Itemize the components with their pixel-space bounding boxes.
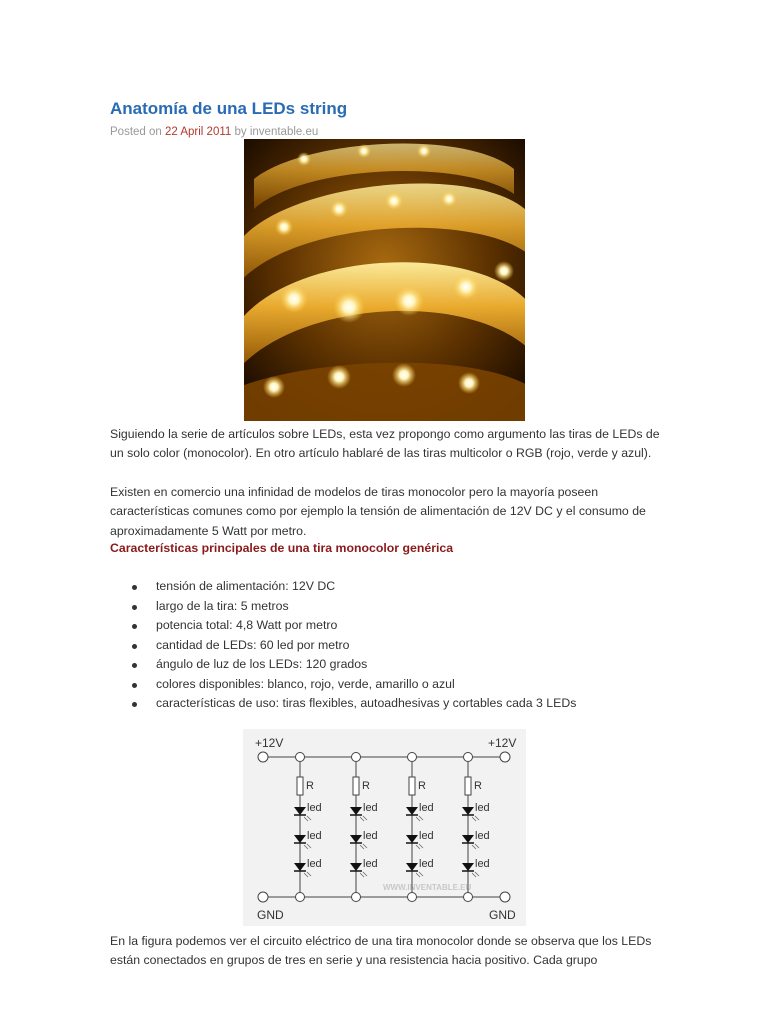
led-diode: [462, 807, 474, 815]
post-title[interactable]: Anatomía de una LEDs string: [110, 99, 348, 118]
led-group: [462, 753, 490, 902]
led-label: led: [475, 802, 490, 814]
led-diode: [294, 807, 306, 815]
intro-paragraph-2: Existen en comercio una infinidad de modelos de tiras monocolor pero la mayoría poseen características comunes como por ejemplo la tensión de alimentación de 12V DC y el consumo de aproximadamente 5 Watt por metro.: [110, 485, 646, 538]
junction-node: [408, 893, 417, 902]
led-diode: [406, 863, 418, 871]
terminal-node: [500, 752, 510, 762]
resistor: [297, 777, 303, 795]
junction-node: [408, 753, 417, 762]
feature-text: tensión de alimentación: 12V DC: [156, 579, 336, 593]
top-left-label: +12V: [255, 736, 284, 750]
post-meta: [110, 126, 318, 138]
led-group: [406, 753, 434, 902]
resistor: [353, 777, 359, 795]
junction-node: [296, 753, 305, 762]
bullet-icon: [132, 644, 137, 649]
junction-node: [352, 753, 361, 762]
intro-paragraph-1: Siguiendo la serie de artículos sobre LEDs, esta vez propongo como argumento las tiras de LEDs de un solo color (monocolor). En otro artículo hablaré de las tiras multicolor o RGB (rojo, verde y azul).: [110, 427, 660, 461]
terminal-node: [500, 892, 510, 902]
led-diode: [350, 863, 362, 871]
list-item: [110, 616, 665, 636]
feature-text: largo de la tira: 5 metros: [156, 598, 289, 613]
led-diode: [406, 835, 418, 843]
bullet-icon: [132, 683, 137, 688]
led-group: [350, 753, 378, 902]
bottom-right-label: GND: [489, 908, 516, 922]
resistor: [409, 777, 415, 795]
junction-node: [352, 893, 361, 902]
circuit-diagram: [243, 729, 526, 926]
led-label: led: [419, 802, 434, 814]
junction-node: [296, 893, 305, 902]
list-item: [110, 577, 665, 597]
list-item: [110, 694, 665, 714]
body-paragraph: En la figura podemos ver el circuito eléctrico de una tira monocolor donde se observa que los LEDs están conectados en grupos de tres en serie y una resistencia hacia positivo. Cada grupo: [110, 934, 652, 968]
list-item: [110, 655, 665, 675]
led-diode: [294, 863, 306, 871]
led-label: led: [363, 802, 378, 814]
resistor-label: R: [306, 780, 314, 792]
post-date-link[interactable]: 22 April 2011: [165, 126, 232, 138]
feature-text: colores disponibles: blanco, rojo, verde, amarillo o azul: [156, 676, 455, 691]
led-diode: [294, 835, 306, 843]
bullet-icon: [132, 702, 137, 707]
led-diode: [406, 807, 418, 815]
resistor-label: R: [474, 780, 482, 792]
led-label: led: [475, 830, 490, 842]
led-group: [294, 753, 322, 902]
led-label: led: [475, 858, 490, 870]
resistor-label: R: [418, 780, 426, 792]
by-label: by: [234, 126, 247, 138]
author-link[interactable]: inventable.eu: [249, 126, 319, 138]
bullet-icon: [132, 605, 137, 610]
resistor-label: R: [362, 780, 370, 792]
resistor: [465, 777, 471, 795]
posted-on-label: Posted on: [110, 126, 162, 138]
feature-text: ángulo de luz de los LEDs: 120 grados: [156, 657, 368, 671]
bottom-left-label: GND: [257, 908, 284, 922]
feature-text: características de uso: tiras flexibles, autoadhesivas y cortables cada 3 LEDs: [156, 696, 577, 710]
led-diode: [350, 835, 362, 843]
terminal-node: [258, 892, 268, 902]
bullet-icon: [132, 585, 137, 590]
features-list: [110, 577, 665, 714]
list-item: [110, 675, 665, 695]
led-label: led: [307, 802, 322, 814]
led-diode: [462, 863, 474, 871]
watermark: WWW.INVENTABLE.EU: [383, 883, 472, 892]
feature-text: potencia total: 4,8 Watt por metro: [156, 618, 338, 632]
bullet-icon: [132, 663, 137, 668]
junction-node: [464, 893, 473, 902]
terminal-node: [258, 752, 268, 762]
feature-text: cantidad de LEDs: 60 led por metro: [156, 637, 350, 652]
led-strip-photo: [244, 139, 525, 421]
led-diode: [350, 807, 362, 815]
led-label: led: [307, 830, 322, 842]
led-label: led: [307, 858, 322, 870]
led-label: led: [363, 830, 378, 842]
led-label: led: [419, 830, 434, 842]
list-item: [110, 597, 665, 617]
junction-node: [464, 753, 473, 762]
list-item: [110, 636, 665, 656]
bullet-icon: [132, 624, 137, 629]
led-diode: [462, 835, 474, 843]
led-label: led: [363, 858, 378, 870]
led-label: led: [419, 858, 434, 870]
top-right-label: +12V: [488, 736, 517, 750]
features-heading: Características principales de una tira monocolor genérica: [110, 541, 454, 555]
